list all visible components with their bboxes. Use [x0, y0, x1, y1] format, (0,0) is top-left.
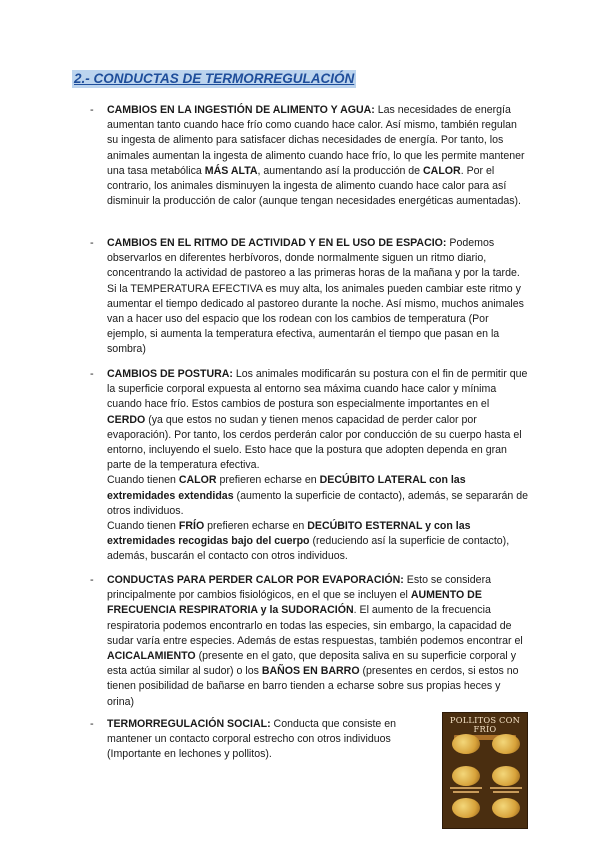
list-item: [90, 717, 410, 763]
bullet-dash: -: [90, 718, 94, 730]
chicks-cold-image: [442, 712, 528, 829]
bold-text: DECÚBITO LATERAL con las extremidades extendidas: [107, 474, 466, 502]
text-run: (ya que estos no sudan y tienen menos capacidad de perder calor por evaporación). Por tanto, los cerdos perderán calor por conducción de su cuerpo hasta el entorno, incluyendo el suelo. Esto hace que la postura que adopten dependa en gran parte de la temperatura efectiva.: [107, 413, 522, 472]
bullet-dash: -: [90, 368, 94, 380]
chick-cluster: [487, 796, 525, 826]
bold-text: CALOR: [423, 164, 461, 177]
bold-text: CERDO: [107, 413, 146, 426]
text-run: Cuando tienen: [107, 520, 179, 533]
chick-cluster: [487, 732, 525, 762]
text-run: (presentes en cerdos, si estos no tienen posibilidad de bañarse en barro tienden a echarse sobre sus propias heces y orina): [107, 665, 519, 708]
list-item-text: [107, 717, 410, 763]
bold-text: TERMORREGULACIÓN SOCIAL:: [107, 718, 271, 730]
text-run: Las necesidades de energía aumentan tanto cuando hace frío como cuando hace calor. Así mismo, también regulan su ingesta de alimento para satisfacer dichas necesidades de energía. Por tanto, los animales aumentan la ingesta de alimento cuando hace frío, lo que les permite mantener una tasa metabólica: [107, 104, 525, 177]
list-item: [90, 236, 530, 358]
bold-text: AUMENTO DE FRECUENCIA RESPIRATORIA y la SUDORACIÓN: [107, 589, 482, 617]
text-run: Esto se considera principalmente por cambios fisiológicos, en el que se incluyen el: [107, 574, 491, 602]
bullet-dash: -: [90, 104, 94, 116]
bold-text: CAMBIOS EN EL RITMO DE ACTIVIDAD Y EN EL USO DE ESPACIO:: [107, 237, 447, 249]
image-title: POLLITOS CON FRÍO: [449, 715, 521, 734]
bold-text: FRÍO: [178, 520, 205, 533]
text-run: Conducta que consiste en mantener un contacto corporal estrecho con otros individuos (Importante en lechones y pollitos).: [107, 718, 397, 761]
bold-text: MÁS ALTA: [204, 164, 258, 177]
chick-cluster: [447, 796, 485, 826]
section-heading: 2.- CONDUCTAS DE TERMORREGULACIÓN: [74, 71, 355, 86]
text-run: . Por el contrario, los animales disminuyen la ingesta de alimento cuando hace calor para así disminuir la producción de calor (aunque tengan necesidades energéticas aumentadas).: [107, 164, 522, 208]
text-run: (reduciendo así la superficie de contacto), además, buscarán el contacto con otros individuos.: [107, 535, 510, 563]
bold-text: DECÚBITO ESTERNAL y con las extremidades recogidas bajo del cuerpo: [107, 520, 471, 548]
text-run: Los animales modificarán su postura con el fin de permitir que la superficie corporal expuesta al entorno sea máxima cuando hace calor y mínima cuando hace frío. Estos cambios de postura son especialmente importantes en el: [107, 368, 528, 411]
text-run: prefieren echarse en: [216, 474, 320, 487]
list-item: [90, 103, 530, 209]
bold-text: CONDUCTAS PARA PERDER CALOR POR EVAPORACIÓN:: [107, 574, 404, 586]
image-grid: [447, 732, 525, 827]
chick-cluster: [487, 764, 525, 794]
text-run: Cuando tienen: [107, 474, 179, 487]
bold-text: CAMBIOS DE POSTURA:: [107, 368, 233, 380]
text-run: (aumento la superficie de contacto), además, se separarán de otros individuos.: [107, 489, 529, 517]
bold-text: BAÑOS EN BARRO: [261, 665, 360, 678]
bullet-dash: -: [90, 237, 94, 249]
list-item-text: [107, 573, 530, 710]
text-run: Podemos observarlos en diferentes herbívoros, donde normalmente siguen un ritmo diario, concentrando la actividad de pastoreo a las primeras horas de la mañana y por la tarde. Si la TEMPERATURA EFECTIVA es muy alta, los animales pueden cambiar este ritmo y aumentar el tiempo dedicado al pastoreo durante la noche. Así mismo, muchos animales van a hacer uso del espacio que los rodean con los cambios de temperatura (Por ejemplo, si aumenta la temperatura efectiva, aumentarán el tiempo que pasan en la sombra): [107, 237, 524, 356]
list-item: [90, 573, 530, 710]
text-run: . El aumento de la frecuencia respiratoria podemos encontrarlo en todas las especies, sin embargo, la capacidad de sudar varía entre especies. Además de estas respuestas, también podemos encontrar el: [107, 604, 523, 647]
text-run: , aumentando así la producción de: [257, 164, 424, 177]
bold-text: ACICALAMIENTO: [107, 650, 196, 663]
text-run: prefieren echarse en: [204, 520, 308, 533]
list-item-text: [107, 236, 530, 358]
chick-cluster: [447, 764, 485, 794]
chick-cluster: [447, 732, 485, 762]
text-run: (presente en el gato, que deposita saliva en su superficie corporal y esta actúa similar al sudor) o los: [107, 650, 517, 678]
list-item-text: [107, 103, 530, 209]
list-item-text: [107, 367, 530, 565]
bold-text: CALOR: [178, 474, 217, 487]
bullet-dash: -: [90, 574, 94, 586]
bold-text: CAMBIOS EN LA INGESTIÓN DE ALIMENTO Y AGUA:: [107, 104, 375, 116]
list-item: [90, 367, 530, 565]
